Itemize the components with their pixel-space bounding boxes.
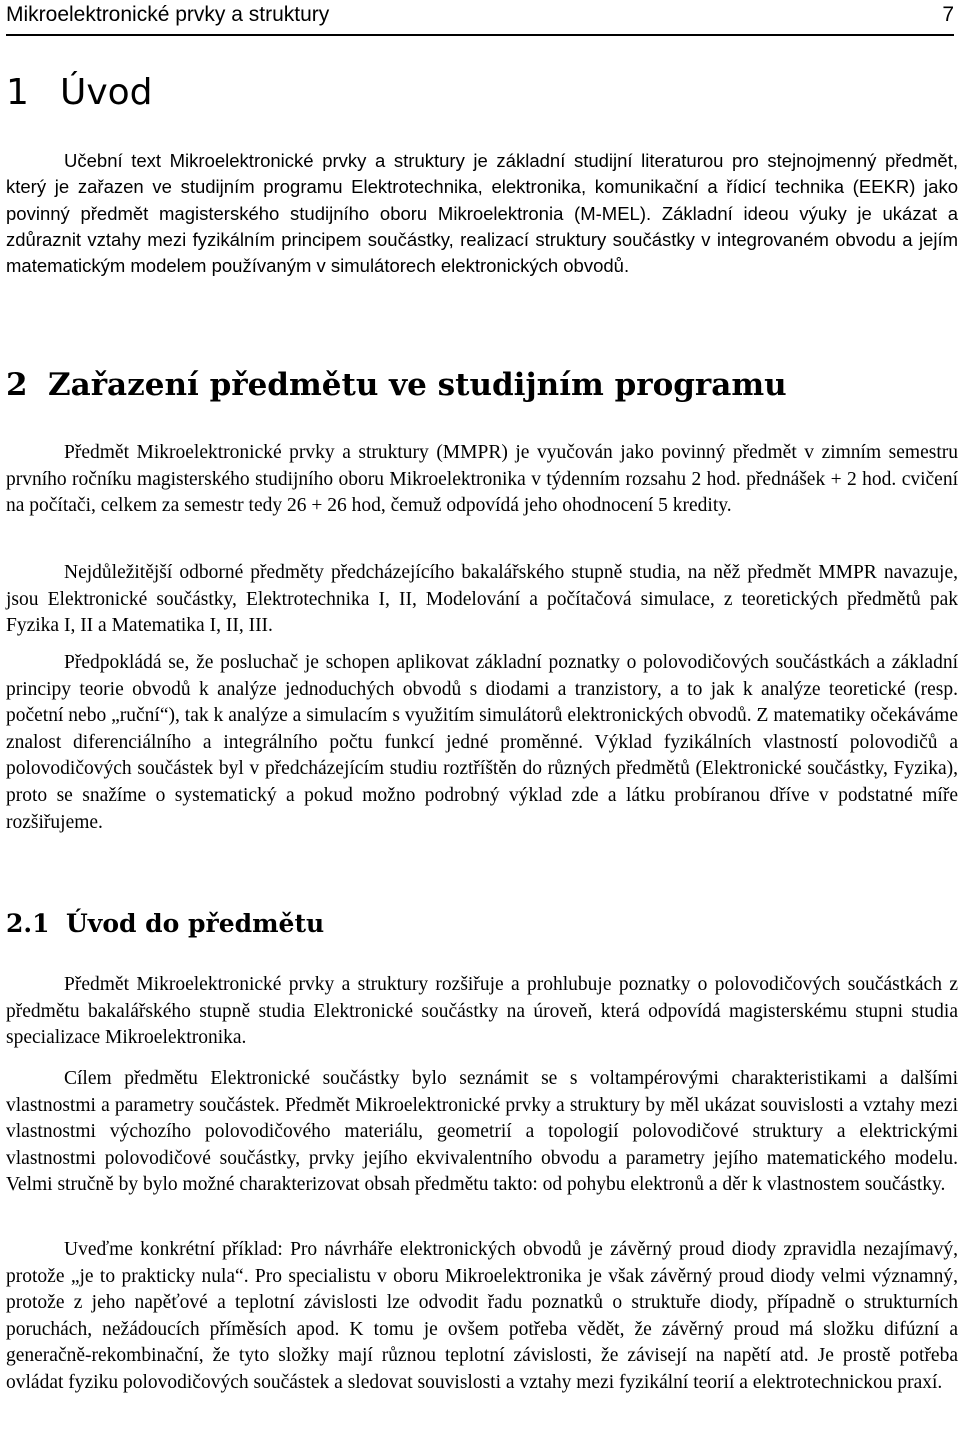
section-2-paragraph-3: Předpokládá se, že posluchač je schopen aplikovat základní poznatky o polovodičových součástkách a základní principy teorie obvodů k analýze jednoduchých obvodů s diodami a tranzistory, a to jak k analýze teoretické (resp. početní nebo „ruční“), tak k analýze a simulacím s využitím simulátorů elektronických obvodů. Z matematiky očekáváme znalost diferenciálního a integrálního počtu funkcí jedné proměnné. Výklad fyzikálních vlastností polovodičů a polovodičových součástek byl v předcházejícím studiu roztříštěn do různých předmětů (Elektronické součástky, Fyzika), proto se snažíme o systematický a pokud možno podrobný výklad zde a látku probíranou dříve v podstatné míře rozšiřujeme. bbox=[6, 652, 958, 833]
section-2-paragraph-1: Předmět Mikroelektronické prvky a struktury (MMPR) je vyučován jako povinný předmět v zimním semestru prvního ročníku magisterského studijního oboru Mikroelektronika v týdenním rozsahu 2 hod. přednášek + 2 hod. cvičení na počítači, celkem za semestr tedy 26 + 26 hod, čemuž odpovídá jeho ohodnocení 5 kredity. bbox=[6, 442, 958, 517]
section-2-1-number: 2.1 bbox=[6, 909, 50, 938]
running-title: Mikroelektronické prvky a struktury bbox=[6, 3, 330, 26]
section-1-heading bbox=[6, 72, 153, 113]
section-2-1-paragraph-2: Cílem předmětu Elektronické součástky bylo seznámit se s voltampérovými charakteristikami a dalšími vlastnostmi a parametry součástek. Předmět Mikroelektronické prvky a struktury by měl ukázat souvislosti a vztahy mezi vlastnostmi výchozího polovodičového materiálu, geometrií a topologií polovodičové struktury a elektrickými vlastnostmi polovodičové součástky, prvky jejího ekvivalentního obvodu a parametry jejího matematického modelu. Velmi stručně by bylo možné charakterizovat obsah předmětu takto: od pohybu elektronů a děr k vlastnostem součástky. bbox=[6, 1068, 958, 1196]
section-2-heading bbox=[6, 367, 787, 403]
section-2-1-paragraph-3: Uveďme konkrétní příklad: Pro návrháře elektronických obvodů je závěrný proud diody zpravidla nezajímavý, protože „je to prakticky nula“. Pro specialistu v oboru Mikroelektronika je však závěrný proud diody velmi významný, protože z jeho napěťové a teplotní závislosti lze odvodit řadu poznatků o struktuře diody, případně o strukturních poruchách, nežádoucích příměsích apod. K tomu je ovšem potřeba vědět, že závěrný proud má složku difúzní a generačně-rekombinační, že tyto složky mají různou teplotní závislosti, že závisejí na napětí atd. Je prostě potřeba ovládat fyziku polovodičových součástek a sledovat souvislosti a vztahy mezi fyzikální teorií a elektrotechnickou praxí. bbox=[6, 1239, 958, 1393]
section-2-1-paragraph-1: Předmět Mikroelektronické prvky a struktury rozšiřuje a prohlubuje poznatky o polovodičových součástkách z předmětu bakalářského stupně studia Elektronické součástky na úroveň, která odpovídá magisterskému stupni studia specializace Mikroelektronika. bbox=[6, 974, 958, 1049]
section-1-paragraph: Učební text Mikroelektronické prvky a struktury je základní studijní literaturou pro stejnojmenný předmět, který je zařazen ve studijním programu Elektrotechnika, elektronika, komunikační a řídicí technika (EEKR) jako povinný předmět magisterského studijního oboru Mikroelektronia (M-MEL). Základní ideou výuky je ukázat a zdůraznit vztahy mezi fyzikálním principem součástky, realizací struktury součástky v integrovaném obvodu a jejím matematickým modelem používaným v simulátorech elektronických obvodů. bbox=[6, 150, 958, 277]
page-number: 7 bbox=[942, 3, 954, 26]
section-2-1-heading bbox=[6, 909, 324, 938]
section-2-1-title: Úvod do předmětu bbox=[66, 909, 325, 938]
section-2-title: Zařazení předmětu ve studijním programu bbox=[48, 367, 787, 403]
running-header bbox=[6, 0, 954, 36]
section-2-number: 2 bbox=[6, 367, 28, 403]
section-2-paragraph-2: Nejdůležitější odborné předměty předcházejícího bakalářského stupně studia, na něž předmět MMPR navazuje, jsou Elektronické součástky, Elektrotechnika I, II, Modelování a počítačová simulace, z teoretických předmětů pak Fyzika I, II a Matematika I, II, III. bbox=[6, 562, 958, 637]
section-1-title: Úvod bbox=[60, 72, 153, 113]
section-1-number: 1 bbox=[6, 72, 29, 113]
